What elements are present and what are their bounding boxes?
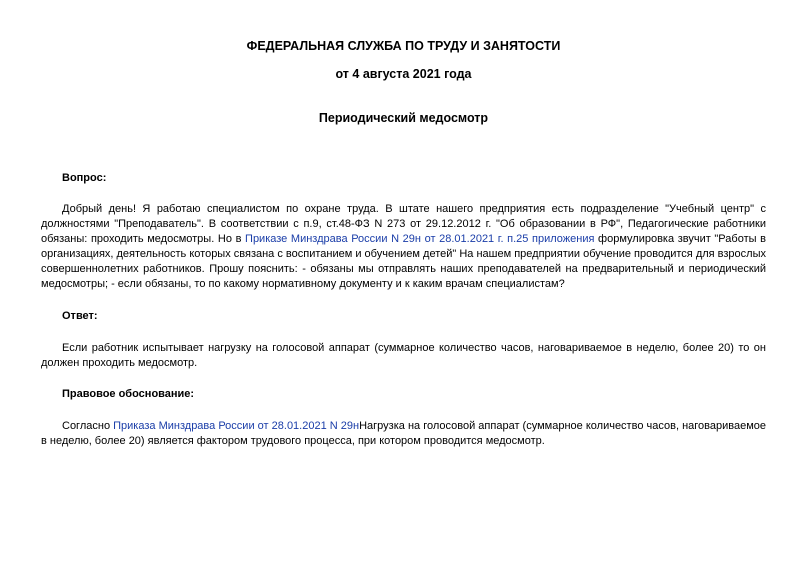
question-text-start: Добрый день! Я работаю специалистом по охране труда. В штате нашего предприятия есть подразделение "Учебный центр" с должностями "Преподаватель". В соответствии с п.9, ст.48-ФЗ N 273 от 29.12.2012 г. "Об образовании в РФ", Педагогические работники обязаны: проходить медосмотры. Но в bbox=[41, 203, 766, 245]
order-29n-legal-link[interactable]: Приказа Минздрава России от 28.01.2021 N 29н bbox=[113, 420, 360, 432]
legal-basis-text-start: Согласно bbox=[62, 420, 114, 432]
question-paragraph bbox=[41, 202, 766, 292]
document-date: от 4 августа 2021 года bbox=[335, 67, 472, 81]
order-29n-link[interactable]: Приказе Минздрава России N 29н от 28.01.2021 г. п.25 приложения bbox=[245, 233, 595, 245]
question-text-end: формулировка звучит "Работы в организациях, деятельность которых связана с воспитанием и обучением детей" На нашем предприятии обучение проводится для взрослых совершеннолетних работников. Прошу пояснить: - обязаны мы отправлять наших преподавателей на предварительный и периодический медосмотры; - если обязаны, то по какому нормативному документу и к каким врачам специалистам? bbox=[41, 233, 766, 290]
legal-basis-paragraph bbox=[41, 419, 766, 449]
agency-title: ФЕДЕРАЛЬНАЯ СЛУЖБА ПО ТРУДУ И ЗАНЯТОСТИ bbox=[246, 39, 561, 53]
answer-heading: Ответ: bbox=[62, 310, 98, 322]
question-heading: Вопрос: bbox=[62, 172, 107, 184]
legal-basis-text-end: Нагрузка на голосовой аппарат (суммарное количество часов, наговариваемое в неделю, более 20) является фактором трудового процесса, при котором проводится медосмотр. bbox=[41, 420, 766, 447]
document-title: Периодический медосмотр bbox=[318, 111, 489, 125]
answer-paragraph: Если работник испытывает нагрузку на голосовой аппарат (суммарное количество часов, наговариваемое в неделю, более 20) то он должен проходить медосмотр. bbox=[41, 342, 766, 369]
legal-basis-heading: Правовое обоснование: bbox=[62, 388, 195, 400]
